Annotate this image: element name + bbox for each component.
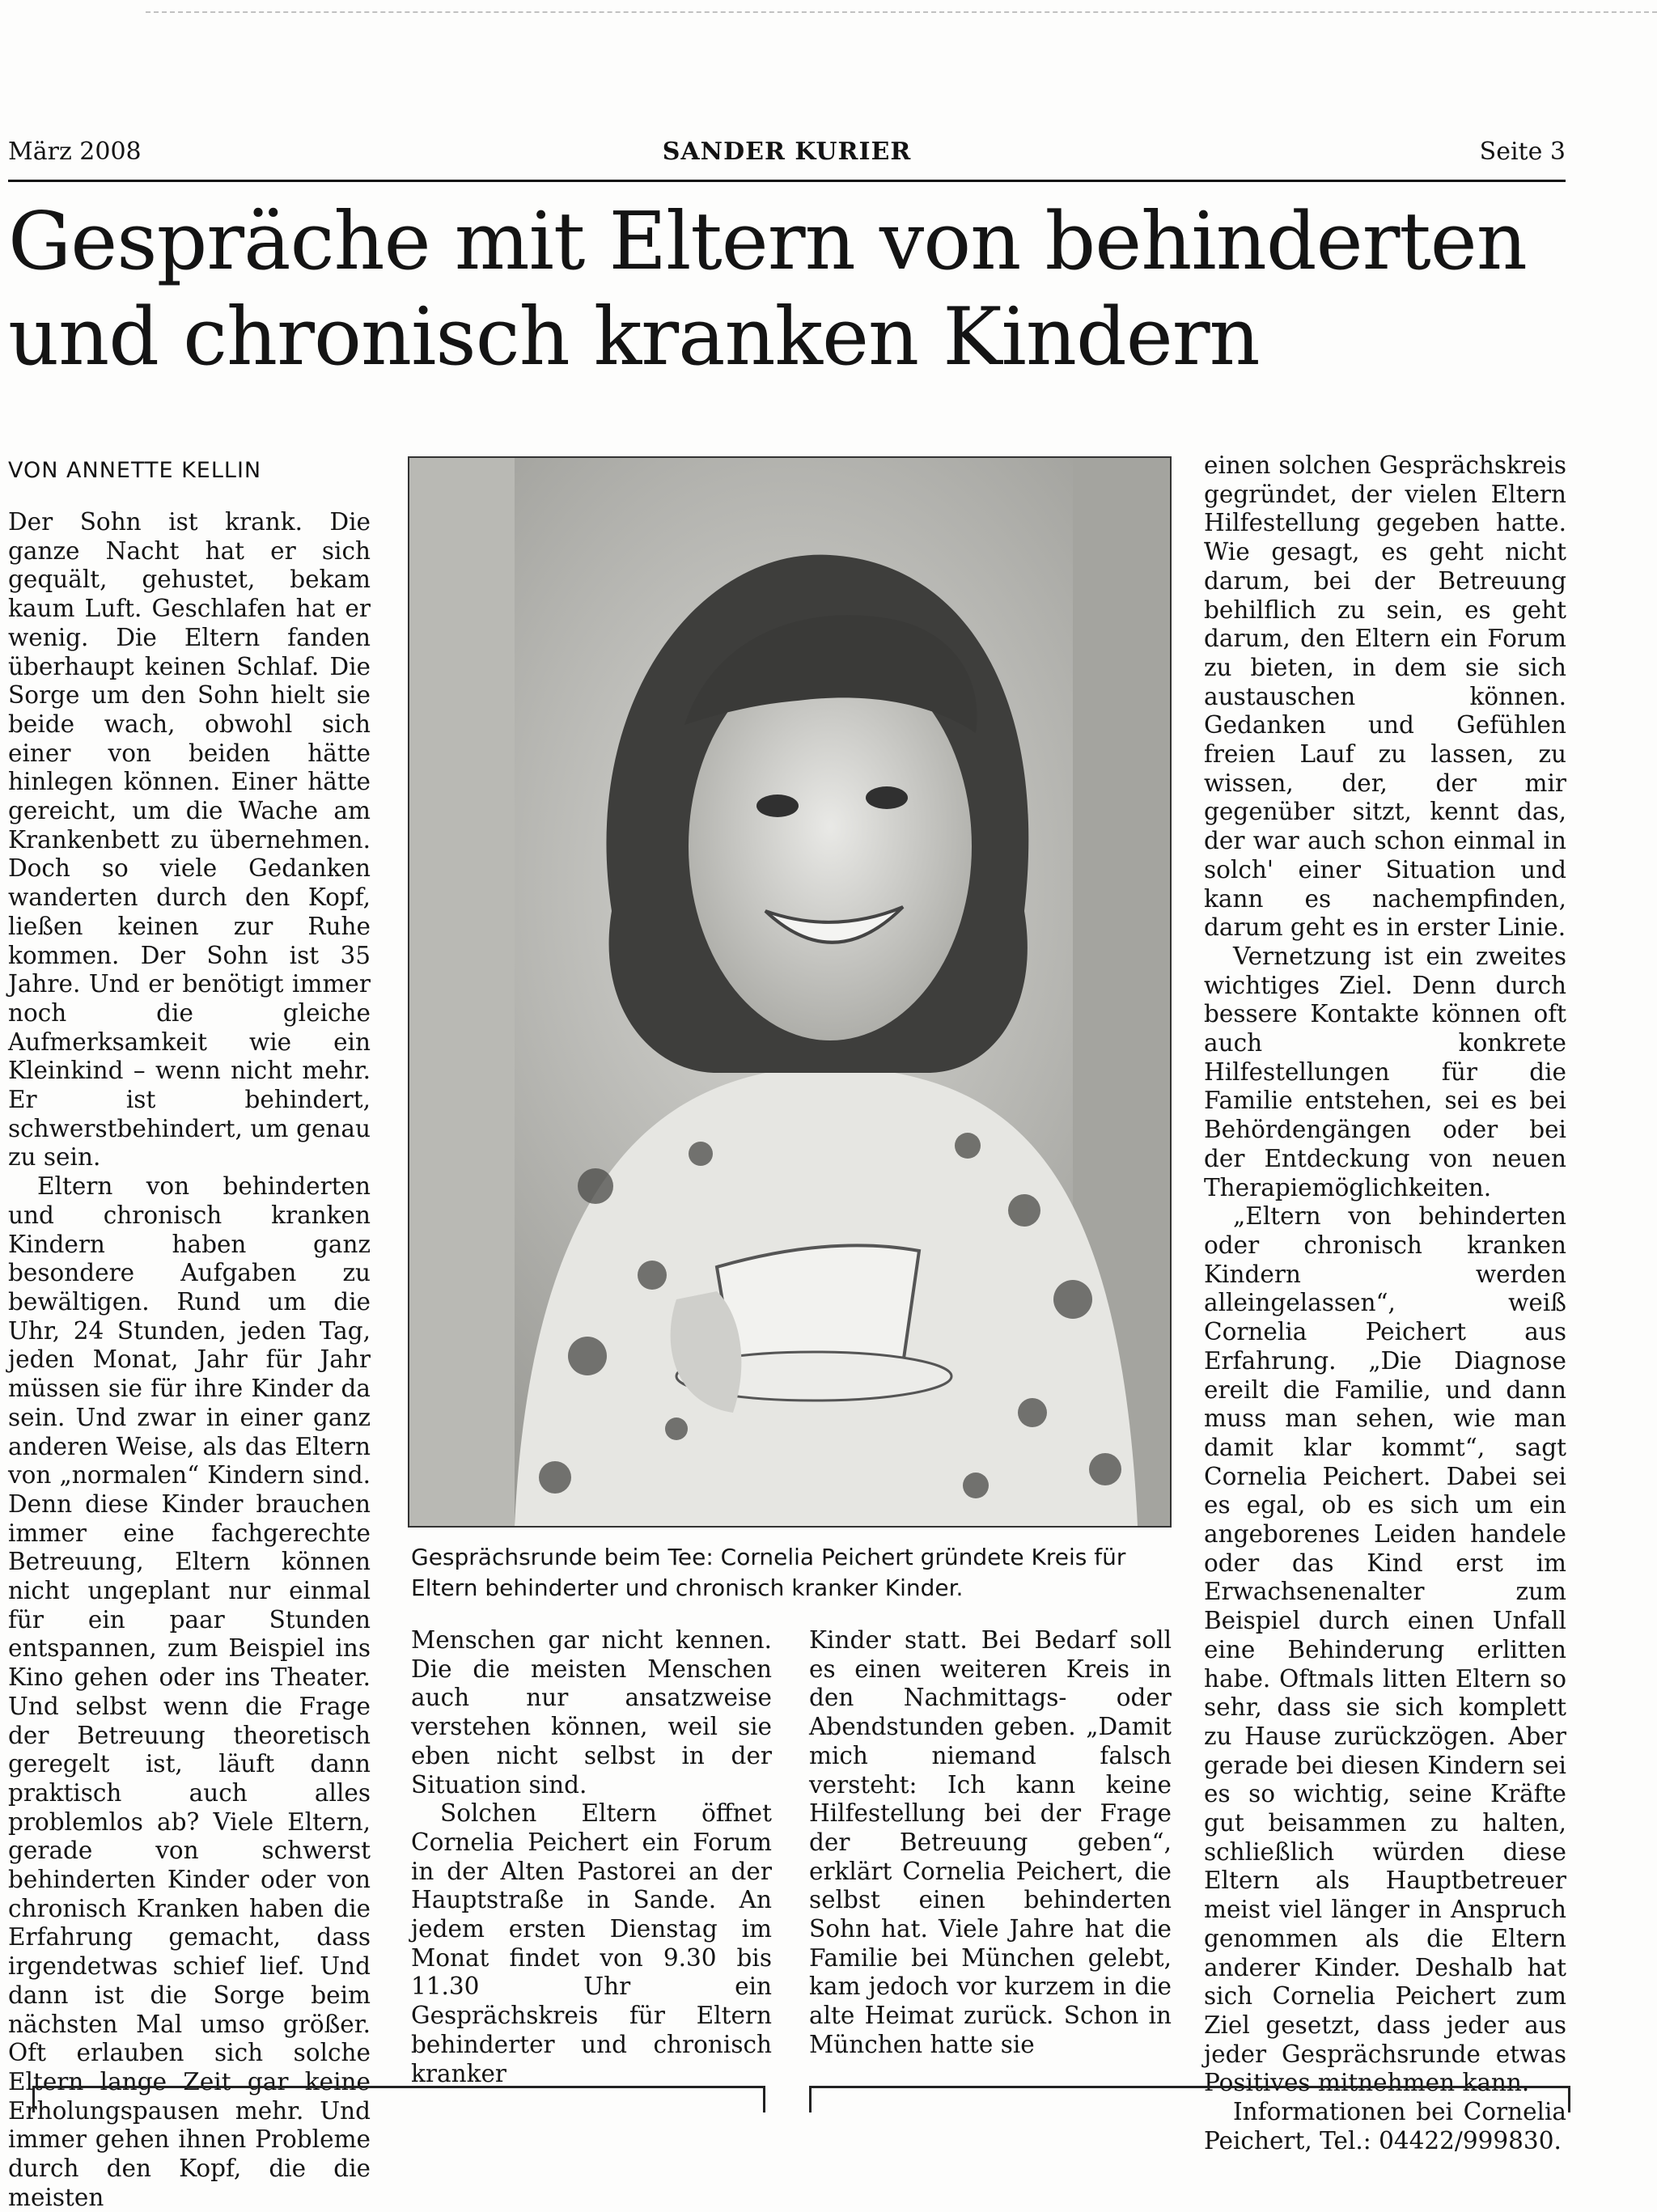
- next-article-box: [32, 2086, 765, 2112]
- newspaper-name: SANDER KURIER: [662, 138, 912, 166]
- article-headline: [8, 194, 1610, 385]
- paragraph: Der Sohn ist krank. Die ganze Nacht hat er sich gequält, gehustet, bekam kaum Luft. Geschlafen hat er wenig. Die Eltern fanden überhaupt keinen Schlaf. Die Sorge um den Sohn hielt sie beide wach, obwohl sich einer von beiden hätte hinlegen können. Einer hätte gereicht, um die Wache am Krankenbett zu übernehmen. Doch so viele Gedanken wanderten durch den Kopf, ließen keinen zur Ruhe kommen. Der Sohn ist 35 Jahre. Und er benötigt immer noch die gleiche Aufmerksamkeit wie ein Kleinkind – wenn nicht mehr. Er ist behindert, schwerstbehindert, um genau zu sein.: [8, 508, 371, 1172]
- issue-date: März 2008: [8, 138, 142, 166]
- headline-line-1: Gespräche mit Eltern von behinderten: [8, 196, 1527, 288]
- photo-caption: Gesprächsrunde beim Tee: Cornelia Peichert gründete Kreis für Eltern behinderter und chronisch kranker Kinder.: [411, 1544, 1126, 1601]
- portrait-photo: [409, 458, 1170, 1526]
- paragraph: Kinder statt. Bei Bedarf soll es einen weiteren Kreis in den Nachmittags- oder Abendstunden geben. „Damit mich niemand falsch versteht: Ich kann keine Hilfestellung bei der Frage der Betreuung geben“, erklärt Cornelia Peichert, die selbst einen behinderten Sohn hat. Viele Jahre hat die Familie bei München gelebt, kam jedoch vor kurzem in die alte Heimat zurück. Schon in München hatte sie: [809, 1626, 1172, 2058]
- paragraph: „Eltern von behinderten oder chronisch kranken Kindern werden alleingelassen“, weiß Cornelia Peichert aus Erfahrung. „Die Diagnose ereilt die Familie, und dann muss man sehen, wie man damit klar kommt“, sagt Cornelia Peichert. Dabei sei es egal, ob es sich um ein angeborenes Leiden handele oder das Kind erst im Erwachsenenalter zum Beispiel durch einen Unfall eine Behinderung erlitten habe. Oftmals litten Eltern so sehr, dass sie sich komplett zu Hause zurückzögen. Aber gerade bei diesen Kindern sei es so wichtig, seine Kräfte gut beisammen zu halten, schließlich würden diese Eltern als Hauptbetreuer meist viel länger in Anspruch genommen als die Eltern anderer Kinder. Deshalb hat sich Cornelia Peichert zum Ziel gesetzt, dass jeder aus jeder Gesprächsrunde etwas Positives mitnehmen kann.: [1204, 1202, 1566, 2097]
- paragraph: einen solchen Gesprächskreis gegründet, der vielen Eltern Hilfestellung gegeben hatte. Wie gesagt, es geht nicht darum, bei der Betreuung behilflich zu sein, es geht darum, den Eltern ein Forum zu bieten, in dem sie sich austauschen können. Gedanken und Gefühlen freien Lauf zu lassen, zu wissen, der, der mir gegenüber sitzt, kennt das, der war auch schon einmal in solch' einer Situation und kann es nachempfinden, darum geht es in erster Linie.: [1204, 451, 1566, 942]
- scan-edge-line: [146, 11, 1657, 13]
- paragraph: Vernetzung ist ein zweites wichtiges Ziel. Denn durch bessere Kontakte können oft auch konkrete Hilfestellungen für die Familie entstehen, sei es bei Behördengängen oder bei der Entdeckung von neuen Therapiemöglichkeiten.: [1204, 942, 1566, 1201]
- article-photo: [408, 456, 1172, 1528]
- masthead-rule: [8, 180, 1566, 182]
- article-column-4: [1204, 451, 1566, 2155]
- paragraph: Eltern von behinderten und chronisch kranken Kindern haben ganz besondere Aufgaben zu bewältigen. Rund um die Uhr, 24 Stunden, jeden Tag, jeden Monat, Jahr für Jahr müssen sie für ihre Kinder da sein. Und zwar in einer ganz anderen Weise, als das Eltern von „normalen“ Kindern sind. Denn diese Kinder brauchen immer eine fachgerechte Betreuung, Eltern können nicht ungeplant nur einmal für ein paar Stunden entspannen, zum Beispiel ins Kino gehen oder ins Theater. Und selbst wenn die Frage der Betreuung theoretisch geregelt ist, läuft dann praktisch auch alles problemlos ab? Viele Eltern, gerade von schwerst behinderten Kinder oder von chronisch Kranken haben die Erfahrung gemacht, dass irgendetwas schief lief. Und dann ist die Sorge beim nächsten Mal umso größer. Oft erlauben sich solche Eltern lange Zeit gar keine Erholungspausen mehr. Und immer gehen ihnen Probleme durch den Kopf, die die meisten: [8, 1172, 371, 2211]
- byline: VON ANNETTE KELLIN: [8, 458, 262, 483]
- headline-line-2: und chronisch kranken Kindern: [8, 291, 1260, 383]
- masthead: [8, 138, 1566, 175]
- contact-info: Informationen bei Cornelia Peichert, Tel.: 04422/999830.: [1204, 2098, 1566, 2155]
- page-number: Seite 3: [1479, 138, 1566, 166]
- article-column-3: [809, 1626, 1172, 2079]
- next-article-box: [809, 2086, 1570, 2112]
- article-column-1: [8, 508, 371, 2211]
- paragraph: Menschen gar nicht kennen. Die die meisten Menschen auch nur ansatzweise verstehen können, weil sie eben nicht selbst in der Situation sind.: [411, 1626, 772, 1799]
- paragraph: Solchen Eltern öffnet Cornelia Peichert ein Forum in der Alten Pastorei an der Hauptstraße in Sande. An jedem ersten Dienstag im Monat findet von 9.30 bis 11.30 Uhr ein Gesprächskreis für Eltern behinderter und chronisch kranker: [411, 1799, 772, 2087]
- article-column-2: [411, 1626, 772, 2087]
